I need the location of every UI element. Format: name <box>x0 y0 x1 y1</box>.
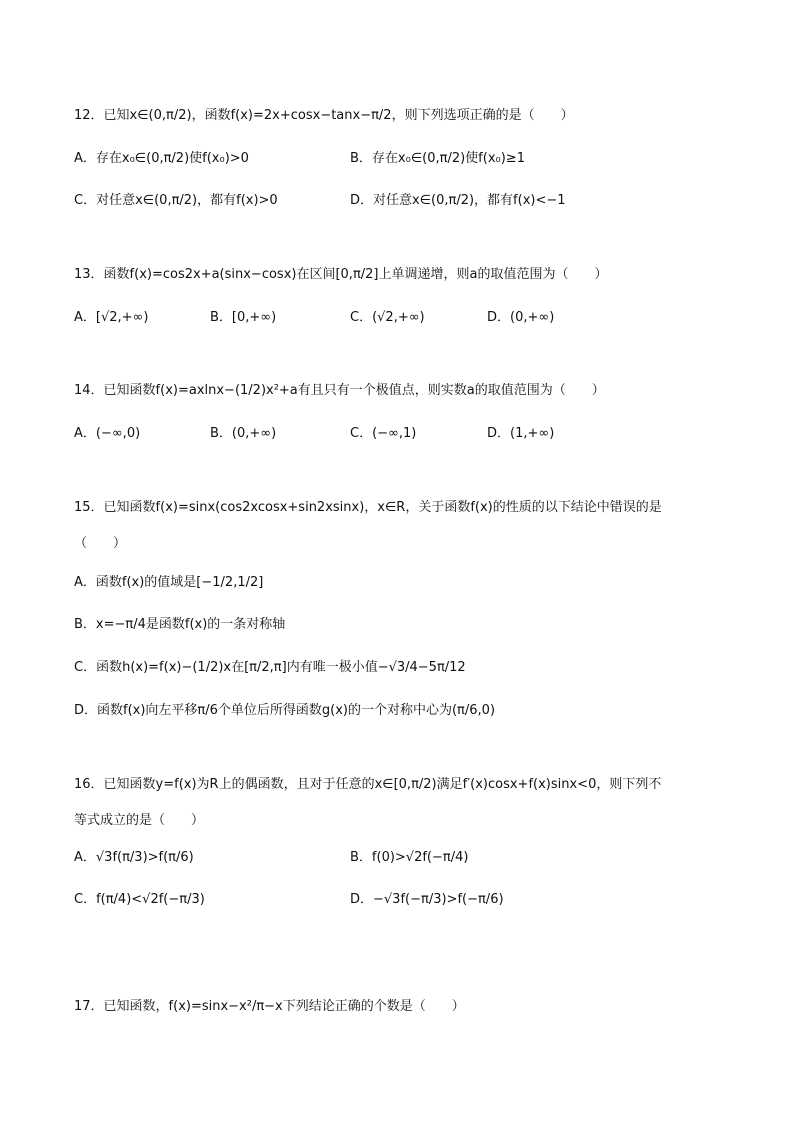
q13-stem: 13．函数f(x)=cos2x+a(sinx−cosx)在区间[0,π/2]上单调递增，则a的取值范围为（ ） <box>74 267 608 282</box>
q12-option-c: C．对任意x∈(0,π/2)，都有f(x)>0 <box>74 193 278 208</box>
q15-option-c: C．函数h(x)=f(x)−(1/2)x在[π/2,π]内有唯一极小值−√3/4−5π/12 <box>74 660 466 675</box>
q16-option-b: B．f(0)>√2f(−π/4) <box>350 850 469 865</box>
q15-option-d: D．函数f(x)向左平移π/6个单位后所得函数g(x)的一个对称中心为(π/6,0) <box>74 703 496 718</box>
q13-option-d: D．(0,+∞) <box>487 310 555 325</box>
q14-option-c: C．(−∞,1) <box>350 426 417 441</box>
q16-option-c: C．f(π/4)<√2f(−π/3) <box>74 892 205 907</box>
q15-option-a: A．函数f(x)的值域是[−1/2,1/2] <box>74 575 264 590</box>
q13-option-c: C．(√2,+∞) <box>350 310 425 325</box>
q14-option-b: B．(0,+∞) <box>210 426 277 441</box>
q14-option-a: A．(−∞,0) <box>74 426 141 441</box>
q14-option-d: D．(1,+∞) <box>487 426 555 441</box>
q17-stem: 17．已知函数，f(x)=sinx−x²/π−x下列结论正确的个数是（ ） <box>74 999 465 1014</box>
q15-stem-cont: （ ） <box>74 536 127 551</box>
q13-option-b: B．[0,+∞) <box>210 310 277 325</box>
q16-stem: 16．已知函数y=f(x)为R上的偶函数，且对于任意的x∈[0,π/2)满足f′(x)cosx+f(x)sinx<0，则下列不 <box>74 777 662 792</box>
q16-option-a: A．√3f(π/3)>f(π/6) <box>74 850 194 865</box>
q12-option-a: A．存在x₀∈(0,π/2)使f(x₀)>0 <box>74 151 249 166</box>
q15-stem: 15．已知函数f(x)=sinx(cos2xcosx+sin2xsinx)，x∈R，关于函数f(x)的性质的以下结论中错误的是 <box>74 500 662 515</box>
q16-stem-cont: 等式成立的是（ ） <box>74 813 205 828</box>
q15-option-b: B．x=−π/4是函数f(x)的一条对称轴 <box>74 617 286 632</box>
q12-option-b: B．存在x₀∈(0,π/2)使f(x₀)≥1 <box>350 151 525 166</box>
q13-option-a: A．[√2,+∞) <box>74 310 149 325</box>
q16-option-d: D．−√3f(−π/3)>f(−π/6) <box>350 892 504 907</box>
q12-option-d: D．对任意x∈(0,π/2)，都有f(x)<−1 <box>350 193 566 208</box>
q14-stem: 14．已知函数f(x)=axlnx−(1/2)x²+a有且只有一个极值点，则实数a的取值范围为（ ） <box>74 383 605 398</box>
q12-stem: 12．已知x∈(0,π/2)，函数f(x)=2x+cosx−tanx−π/2，则下列选项正确的是（ ） <box>74 108 574 123</box>
